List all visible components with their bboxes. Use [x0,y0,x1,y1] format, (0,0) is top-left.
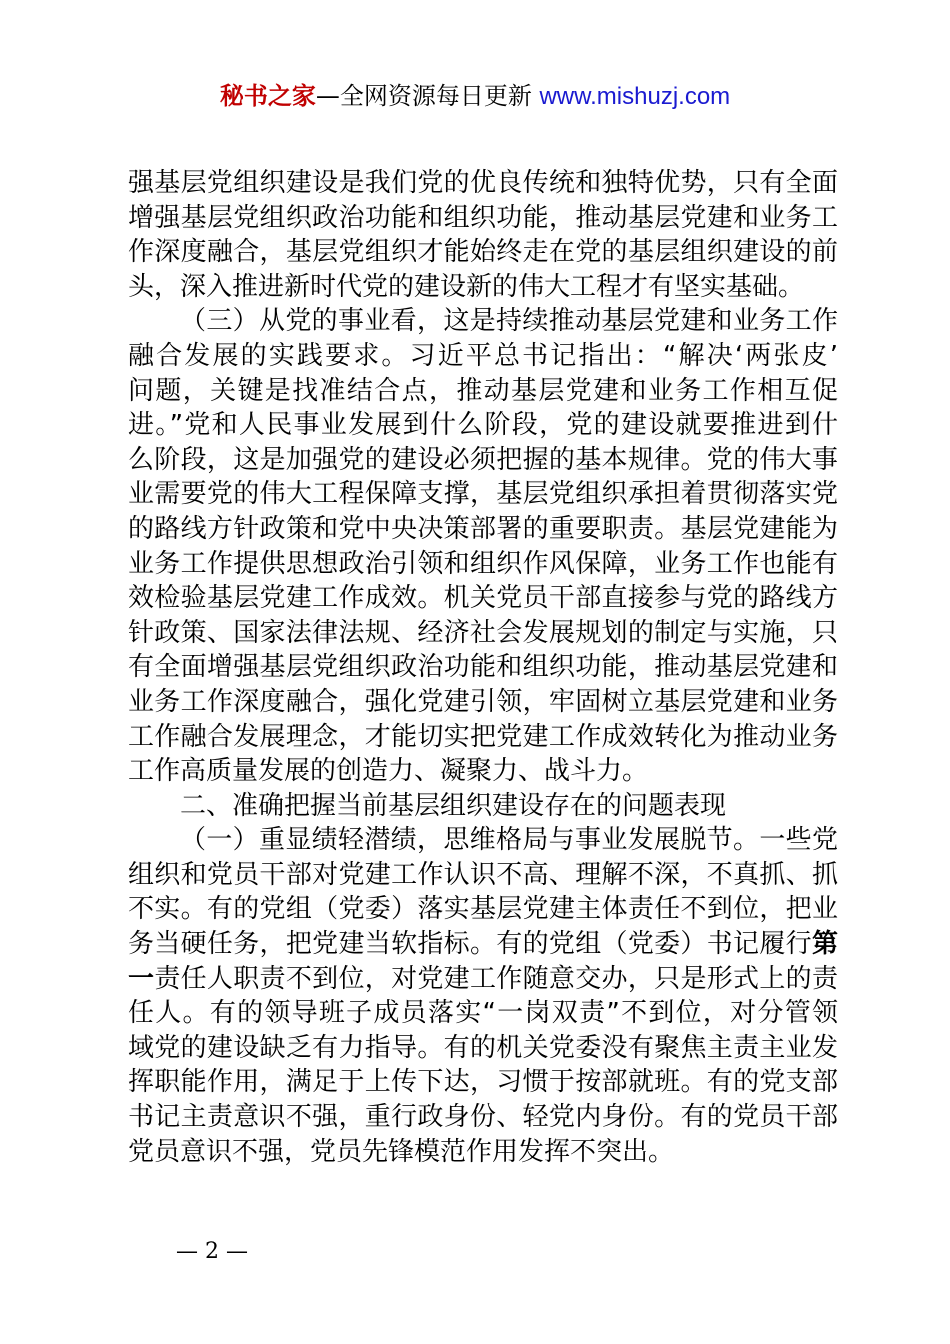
paragraph-start-line: （三）从党的事业看，这是持续推动基层党建和业务工作 [180,306,838,337]
text-line: 党员意识不强，党员先锋模范作用发挥不突出。 [128,1136,675,1167]
text-line: 挥职能作用，满足于上传下达，习惯于按部就班。有的党支部 [128,1067,838,1098]
text-line: 针政策、国家法律法规、经济社会发展规划的制定与实施，只 [128,617,838,648]
text-line: 么阶段，这是加强党的建设必须把握的基本规律。党的伟大事 [128,444,838,475]
text-line: 头，深入推进新时代党的建设新的伟大工程才有坚实基础。 [128,271,805,302]
text-line: 增强基层党组织政治功能和组织功能，推动基层党建和业务工 [128,202,838,233]
text-line: 作深度融合，基层党组织才能始终走在党的基层组织建设的前 [128,237,838,268]
text-line: 业务工作深度融合，强化党建引领，牢固树立基层党建和业务 [128,686,838,717]
paragraph-start-line: （一）重显绩轻潜绩，思维格局与事业发展脱节。一些党 [180,825,838,856]
bold-character: 第 [811,929,838,960]
text-line: 有全面增强基层党组织政治功能和组织功能，推动基层党建和 [128,652,838,683]
body-text [128,166,838,1169]
site-url-link[interactable]: www.mishuzj.com [539,83,731,110]
text-line: 效检验基层党建工作成效。机关党员干部直接参与党的路线方 [128,583,838,614]
line-text: 务当硬任务，把党建当软指标。有的党组（党委）书记履行 [128,929,812,960]
text-line: 问题，关键是找准结合点，推动基层党建和业务工作相互促 [128,375,838,406]
text-line: 业需要党的伟大工程保障支撑，基层党组织承担着贯彻落实党 [128,479,838,510]
bold-character: 一 [128,963,155,994]
site-header [0,80,950,113]
text-line: 工作高质量发展的创造力、凝聚力、战斗力。 [128,756,649,787]
text-line: 书记主责意识不强，重行政身份、轻党内身份。有的党员干部 [128,1102,838,1133]
text-line: 进。”党和人民事业发展到什么阶段，党的建设就要推进到什 [128,410,838,441]
text-line: 任人。有的领导班子成员落实“一岗双责”不到位，对分管领 [128,998,838,1029]
text-line: 不实。有的党组（党委）落实基层党建主体责任不到位，把业 [128,894,838,925]
text-line: 融合发展的实践要求。习近平总书记指出：“解决‘两张皮’ [128,340,838,371]
text-line: 工作融合发展理念，才能切实把党建工作成效转化为推动业务 [128,721,838,752]
text-line: 业务工作提供思想政治引领和组织作风保障，业务工作也能有 [128,548,838,579]
text-line: 强基层党组织建设是我们党的优良传统和独特优势，只有全面 [128,168,838,198]
section-heading: 二、准确把握当前基层组织建设存在的问题表现 [180,790,727,821]
text-line: 的路线方针政策和党中央决策部署的重要职责。基层党建能为 [128,513,838,544]
line-text: 责任人职责不到位，对党建工作随意交办，只是形式上的责 [154,963,838,994]
page-number: — 2 — [176,1239,248,1264]
text-line-with-bold-end [128,927,838,962]
text-line-with-bold-start [128,962,838,997]
header-tagline: —全网资源每日更新 [315,82,532,110]
text-line: 域党的建设缺乏有力指导。有的机关党委没有聚焦主责主业发 [128,1032,838,1063]
text-line: 组织和党员干部对党建工作认识不高、理解不深，不真抓、抓 [128,859,838,890]
brand-name: 秘书之家 [219,82,316,110]
